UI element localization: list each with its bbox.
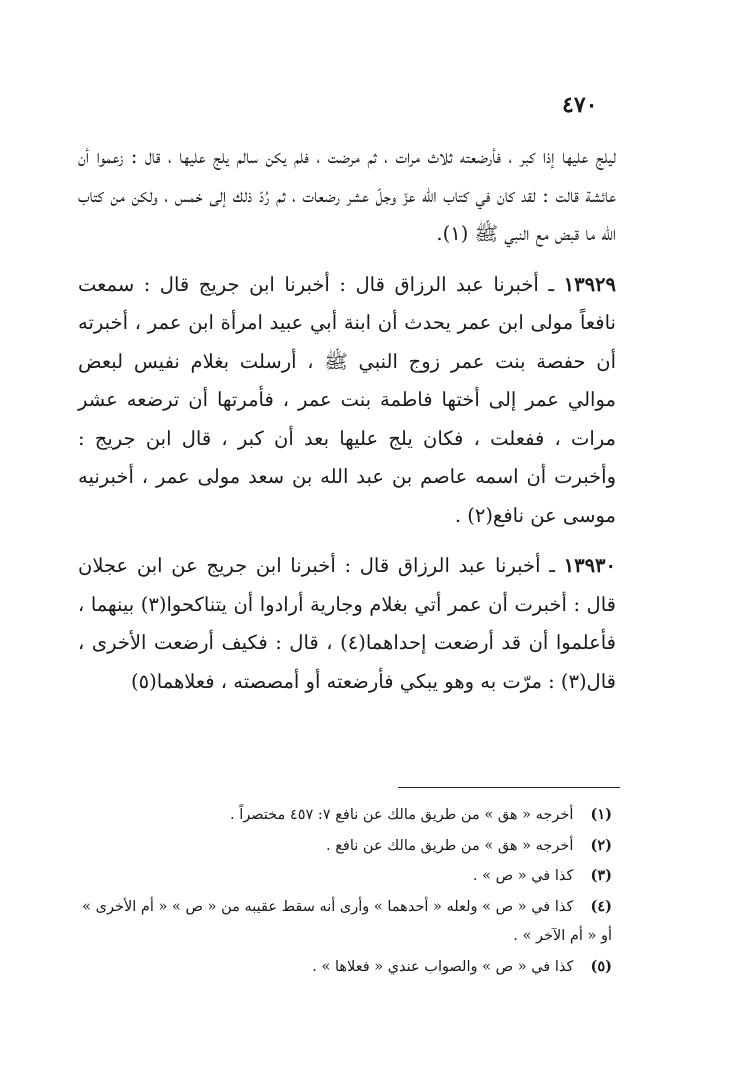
main-text: [78, 138, 616, 701]
footnote-label: (٣): [590, 867, 612, 884]
footnote: [80, 892, 620, 952]
hadith-number: ١٣٩٣٠: [563, 554, 616, 577]
footnote-label: (٥): [590, 957, 612, 975]
page-number: ٤٧٠: [562, 92, 598, 118]
footnote-text: أخرجه « هق » من طريق مالك عن نافع .: [325, 837, 574, 854]
hadith-13929: [78, 266, 616, 536]
footnote-divider: [398, 787, 620, 788]
footnotes: [80, 800, 620, 982]
footnote-text: أخرجه « هق » من طريق مالك عن نافع ٧: ٤٥٧ مختصراً .: [229, 807, 574, 823]
footnote: [80, 861, 620, 892]
footnote: [80, 952, 620, 983]
footnote-label: (٢): [590, 836, 612, 854]
footnote-text: كذا في « ص » ولعله « أحدهما » وأرى أنه سقط عقيبه من « ص » « أم الأخرى » أو « أم الآخر » .: [82, 898, 612, 944]
footnote-label: (٤): [590, 897, 612, 915]
footnote: [80, 800, 620, 831]
paragraph-text: ـ أخبرنا عبد الرزاق قال : أخبرنا ابن جريج عن ابن عجلان قال : أخبرت أن عمر أتي بغلام وجارية أرادوا أن يتناكحوا(٣) بينهما ، فأعلموا أن قد أرضعت إحداهما(٤) ، قال : فكيف أرضعت الأخرى ، قال(٣) : مرّت به وهو يبكي فأرضعته أو أمصصته ، فعلاهما(٥): [78, 554, 616, 693]
paragraph-text: ـ أخبرنا عبد الرزاق قال : أخبرنا ابن جريج قال : سمعت نافعاً مولى ابن عمر يحدث أن ابنة أبي عبيد امرأة ابن عمر ، أخبرته أن حفصة بنت عمر زوج النبي ﷺ ، أرسلت بغلام نفيس لبعض موالي عمر إلى أختها فاطمة بنت عمر ، فأمرتها أن ترضعه عشر مرات ، ففعلت ، فكان يلج عليها بعد أن كبر ، قال ابن جريج : وأخبرت أن اسمه عاصم بن عبد الله بن سعد مولى عمر ، أخبرنيه موسى عن نافع(٢) .: [78, 272, 616, 527]
hadith-13930: [78, 547, 616, 701]
footnote-text: كذا في « ص » والصواب عندي « فعلاها » .: [312, 958, 574, 975]
hadith-number: ١٣٩٢٩: [563, 272, 617, 296]
footnote-label: (١): [590, 806, 612, 823]
footnote-text: كذا في « ص » .: [472, 868, 574, 884]
paragraph-continuation: [78, 138, 616, 254]
footnote: [80, 831, 620, 862]
paragraph-text: ليلج عليها إذا كبر ، فأرضعته ثلاث مرات ، ثم مرضت ، فلم يكن سالم يلج عليها ، قال : زعموا أن عائشة قالت : لقد كان في كتاب الله عزّ وجلّ عشر رضعات ، ثم رُدّ ذلك إلى خمس ، ولكن من كتاب الله ما قبض مع النبي ﷺ (١).: [78, 145, 616, 245]
